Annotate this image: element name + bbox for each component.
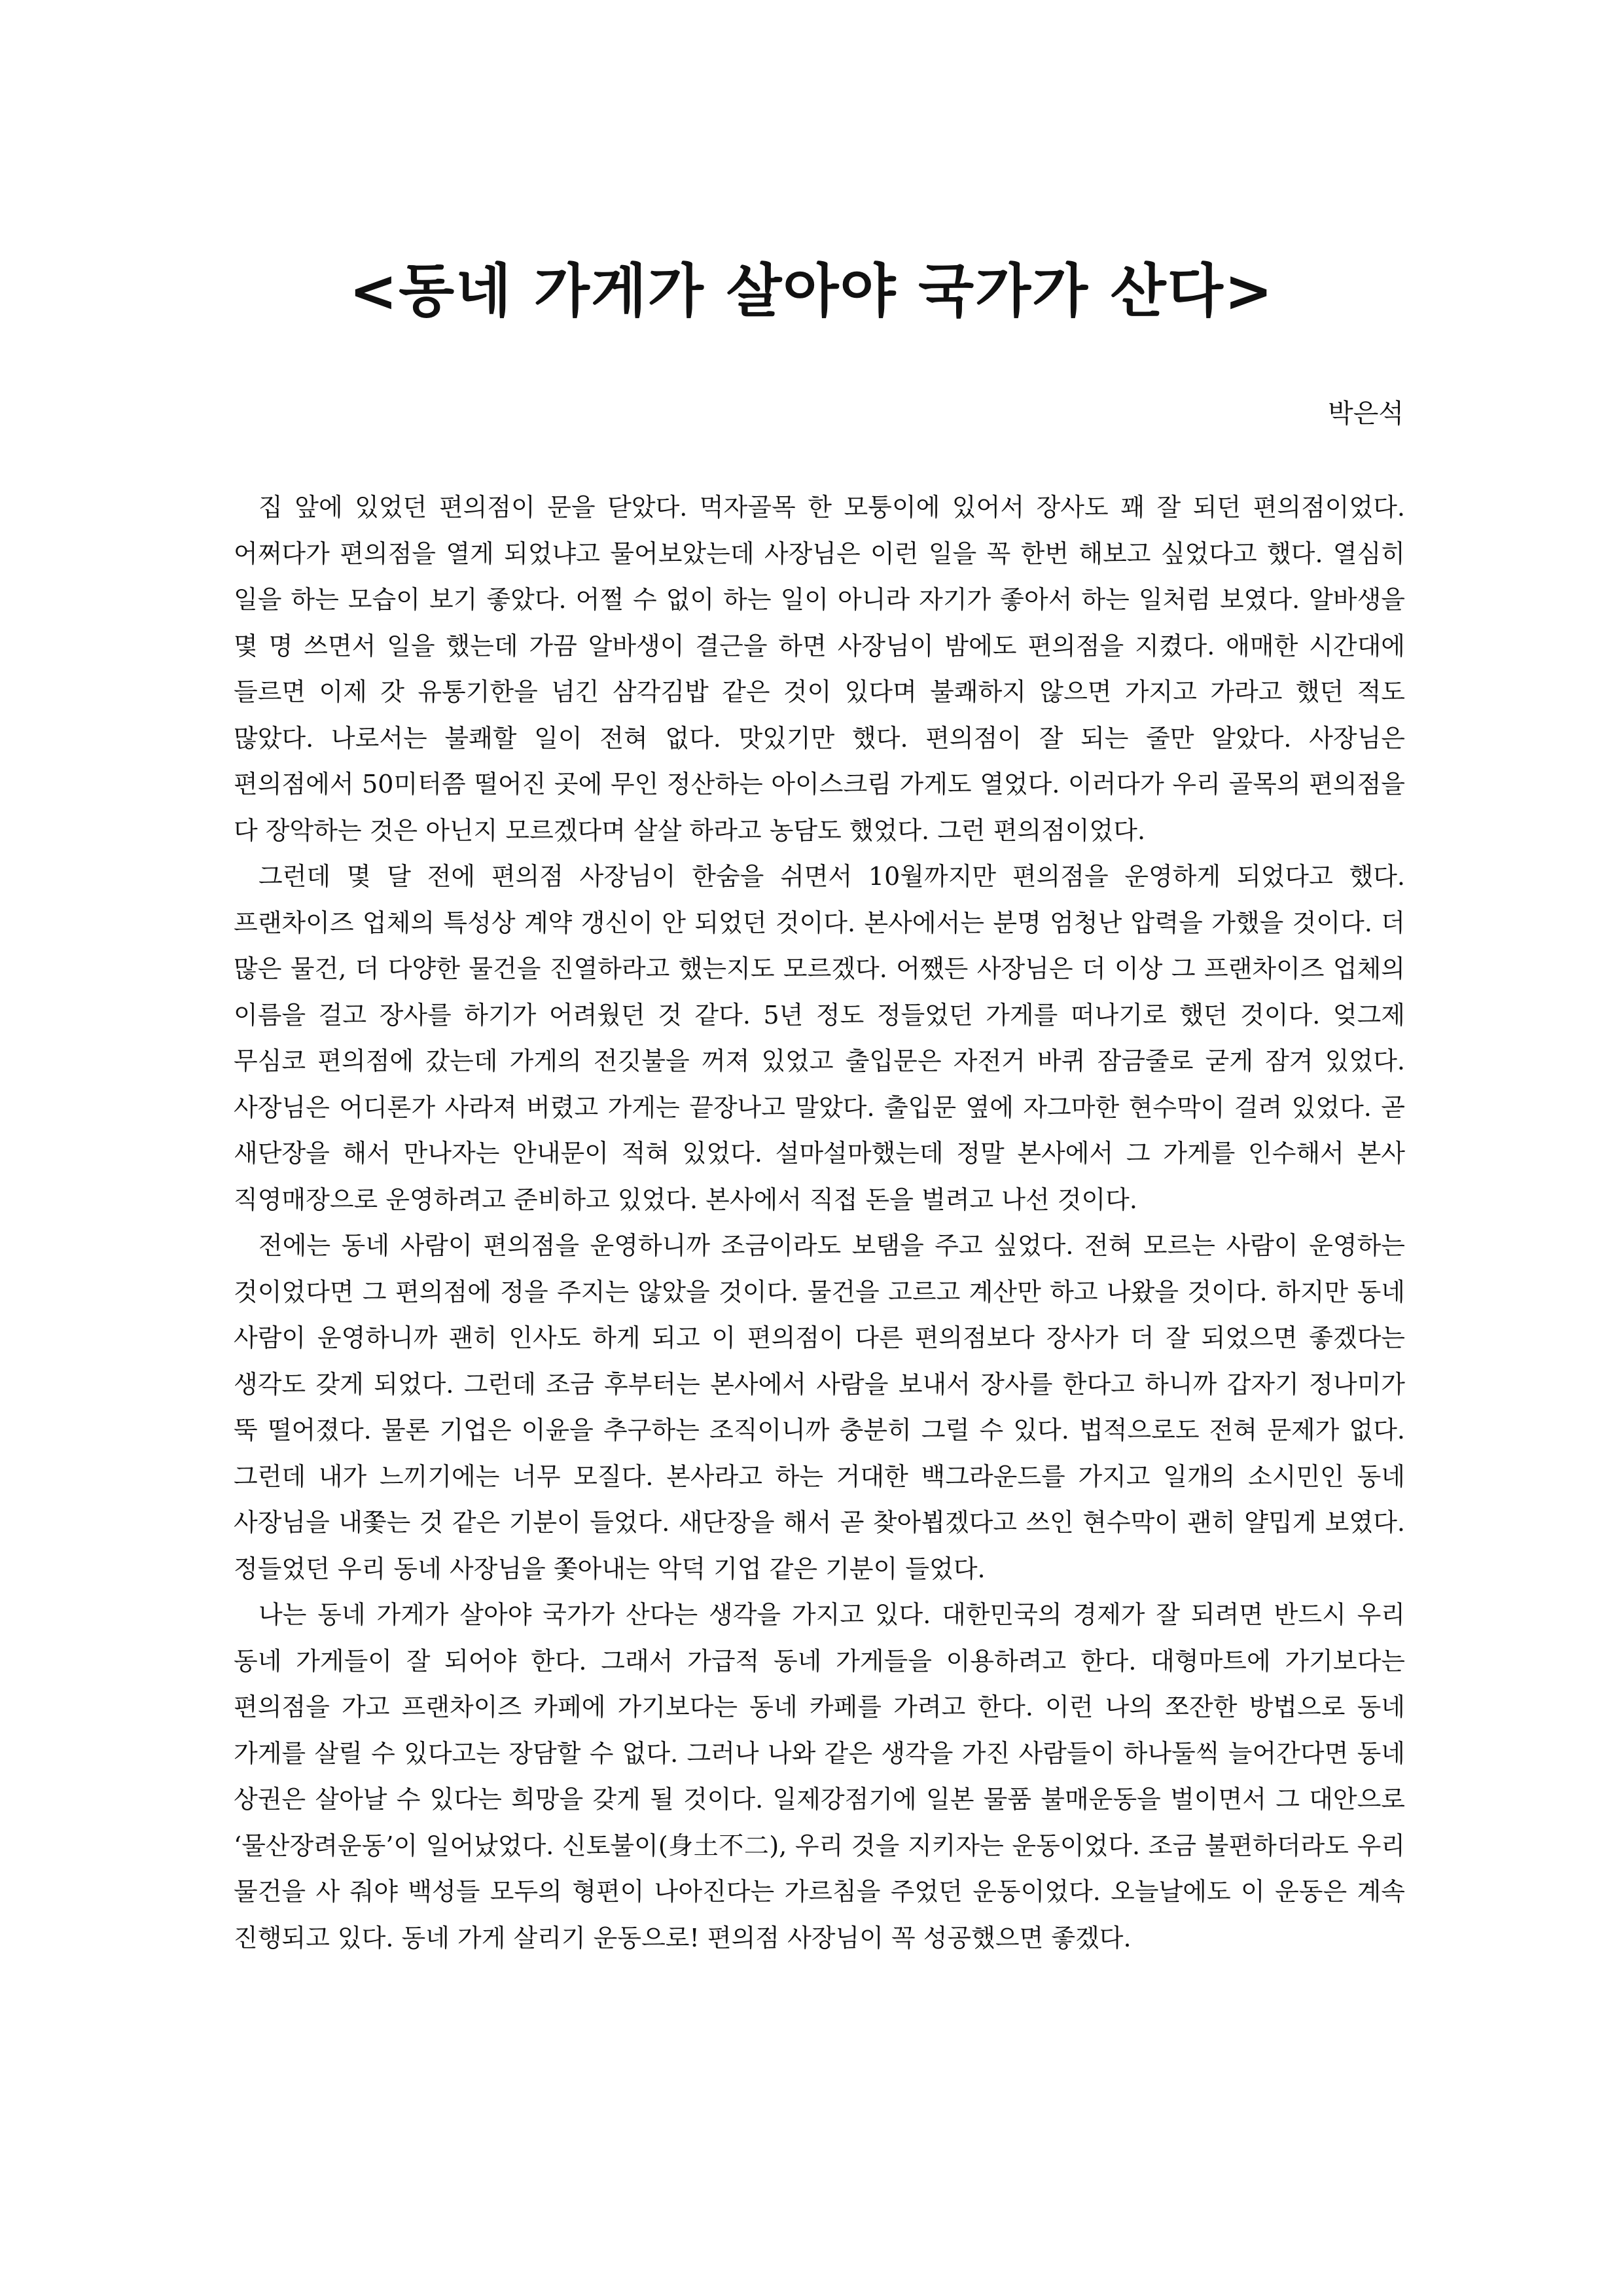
paragraph-2: 그런데 몇 달 전에 편의점 사장님이 한숨을 쉬면서 10월까지만 편의점을 운영하게 되었다고 했다. 프랜차이즈 업체의 특성상 계약 갱신이 안 되었던 것이다. 본사에서는 분명 엄청난 압력을 가했을 것이다. 더 많은 물건, 더 다양한 물건을 진열하라고 했는지도 모르겠다. 어쨌든 사장님은 더 이상 그 프랜차이즈 업체의 이름을 걸고 장사를 하기가 어려웠던 것 같다. 5년 정도 정들었던 가게를 떠나기로 했던 것이다. 엊그제 무심코 편의점에 갔는데 가게의 전깃불을 꺼져 있었고 출입문은 자전거 바퀴 잠금줄로 굳게 잠겨 있었다. 사장님은 어디론가 사라져 버렸고 가게는 끝장나고 말았다. 출입문 옆에 자그마한 현수막이 걸려 있었다. 곧 새단장을 해서 만나자는 안내문이 적혀 있었다. 설마설마했는데 정말 본사에서 그 가게를 인수해서 본사 직영매장으로 운영하려고 준비하고 있었다. 본사에서 직접 돈을 벌려고 나선 것이다. — [234, 862, 1405, 1214]
paragraph-4: 나는 동네 가게가 살아야 국가가 산다는 생각을 가지고 있다. 대한민국의 경제가 잘 되려면 반드시 우리 동네 가게들이 잘 되어야 한다. 그래서 가급적 동네 가게들을 이용하려고 한다. 대형마트에 가기보다는 편의점을 가고 프랜차이즈 카페에 가기보다는 동네 카페를 가려고 한다. 이런 나의 쪼잔한 방법으로 동네 가게를 살릴 수 있다고는 장담할 수 없다. 그러나 나와 같은 생각을 가진 사람들이 하나둘씩 늘어간다면 동네 상권은 살아날 수 있다는 희망을 갖게 될 것이다. 일제강점기에 일본 물품 불매운동을 벌이면서 그 대안으로 ‘물산장려운동’이 일어났었다. 신토불이(身土不二), 우리 것을 지키자는 운동이었다. 조금 불편하더라도 우리 물건을 사 줘야 백성들 모두의 형편이 나아진다는 가르침을 주었던 운동이었다. 오늘날에도 이 운동은 계속 진행되고 있다. 동네 가게 살리기 운동으로! 편의점 사장님이 꼭 성공했으면 좋겠다. — [234, 1600, 1405, 1952]
paragraph-3: 전에는 동네 사람이 편의점을 운영하니까 조금이라도 보탬을 주고 싶었다. 전혀 모르는 사람이 운영하는 것이었다면 그 편의점에 정을 주지는 않았을 것이다. 물건을 고르고 계산만 하고 나왔을 것이다. 하지만 동네 사람이 운영하니까 괜히 인사도 하게 되고 이 편의점이 다른 편의점보다 장사가 더 잘 되었으면 좋겠다는 생각도 갖게 되었다. 그런데 조금 후부터는 본사에서 사람을 보내서 장사를 한다고 하니까 갑자기 정나미가 뚝 떨어졌다. 물론 기업은 이윤을 추구하는 조직이니까 충분히 그럴 수 있다. 법적으로도 전혀 문제가 없다. 그런데 내가 느끼기에는 너무 모질다. 본사라고 하는 거대한 백그라운드를 가지고 일개의 소시민인 동네 사장님을 내쫓는 것 같은 기분이 들었다. 새단장을 해서 곧 찾아뵙겠다고 쓰인 현수막이 괜히 얄밉게 보였다. 정들었던 우리 동네 사장님을 쫓아내는 악덕 기업 같은 기분이 들었다. — [234, 1231, 1405, 1583]
document-body — [234, 484, 1405, 1961]
author-name: 박은석 — [1328, 399, 1404, 429]
document-title: <동네 가게가 살아야 국가가 산다> — [349, 257, 1274, 325]
paragraph-1: 집 앞에 있었던 편의점이 문을 닫았다. 먹자골목 한 모퉁이에 있어서 장사도 꽤 잘 되던 편의점이었다. 어쩌다가 편의점을 열게 되었냐고 물어보았는데 사장님은 이런 일을 꼭 한번 해보고 싶었다고 했다. 열심히 일을 하는 모습이 보기 좋았다. 어쩔 수 없이 하는 일이 아니라 자기가 좋아서 하는 일처럼 보였다. 알바생을 몇 명 쓰면서 일을 했는데 가끔 알바생이 결근을 하면 사장님이 밤에도 편의점을 지켰다. 애매한 시간대에 들르면 이제 갓 유통기한을 넘긴 삼각김밥 같은 것이 있다며 불쾌하지 않으면 가지고 가라고 했던 적도 많았다. 나로서는 불쾌할 일이 전혀 없다. 맛있기만 했다. 편의점이 잘 되는 줄만 알았다. 사장님은 편의점에서 50미터쯤 떨어진 곳에 무인 정산하는 아이스크림 가게도 열었다. 이러다가 우리 골목의 편의점을 다 장악하는 것은 아닌지 모르겠다며 살살 하라고 농담도 했었다. 그런 편의점이었다. — [234, 493, 1405, 845]
